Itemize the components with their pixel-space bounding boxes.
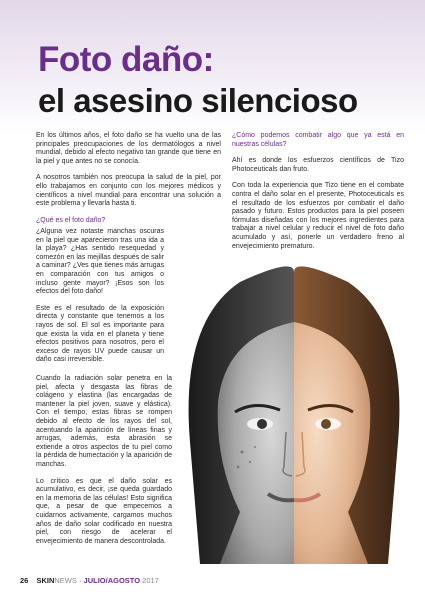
paragraph: En los últimos años, el foto daño se ha vuelto una de las principales preocupaciones de los dermatólogos a nivel mundial, debido al efecto negativo tan grande que tiene en la piel y que antes no se conocía. xyxy=(36,132,221,165)
paragraph: Este es el resultado de la exposición directa y constante que tenemos a los rayos de sol. El sol es importante para que exista la vida en el planeta y tiene efectos positivos para nosotros, pero el exceso de rayos UV puede causar un daño casi irreversible. xyxy=(36,304,164,364)
article-title-line-2: el asesino silencioso xyxy=(38,82,358,119)
issue-year: 2017 xyxy=(140,576,159,585)
article-title-line-1: Foto daño: xyxy=(38,40,214,79)
magazine-name-bold: SKIN xyxy=(36,576,55,585)
left-column-explanation xyxy=(36,375,172,554)
page-footer xyxy=(20,576,159,585)
page-number: 26 xyxy=(20,576,29,585)
section-heading: ¿Qué es el foto daño? xyxy=(36,216,106,224)
left-column-intro xyxy=(36,132,221,233)
paragraph: Lo crítico es que el daño solar es acumulativo, es decir, ¡se queda guardado en la memoria de las células! Esto significa que, a pesar de que empecemos a cuidarnos activamente, cargamos muchos años de daño solar codificado en nuestra piel, con riesgo de acelerar el envejecimiento de manera descontrolada. xyxy=(36,477,172,545)
footer-separator: · xyxy=(76,576,84,585)
paragraph: Ahí es donde los esfuerzos científicos de Tizo Photoceuticals dan fruto. xyxy=(232,157,404,173)
paragraph: A nosotros también nos preocupa la salud de la piel, por ello trabajamos en conjunto con los mejores médicos y científicos a nivel mundial para encontrar una solución a este problema y llevarla hasta ti. xyxy=(36,174,221,208)
right-column xyxy=(232,132,404,259)
issue-month: JULIO/AGOSTO xyxy=(83,576,141,585)
paragraph: Con toda la experiencia que Tizo tiene en el combate contra el daño solar en el presente, Photoceuticals es el resultado de los esfuerzos por combatir el daño pasado y futuro. Estos productos para la piel poseen fórmulas diseñadas con los mejores ingredientes para trabajar a nivel celular y reducir el nivel de foto daño acumulado y así, ponerle un verdadero freno al envejecimiento prematuro. xyxy=(232,182,404,250)
split-face-photo xyxy=(180,262,408,564)
paragraph: ¿Alguna vez notaste manchas oscuras en la piel que aparecieron tras una ida a la playa? ¿Has sentido resequedad y comezón en las mejillas después de salir a caminar? ¿Ves que tienes más arrugas en comparación con tus amigos o incluso gente mayor? ¡Esos son los efectos del foto daño! xyxy=(36,228,164,296)
paragraph: Cuando la radiación solar penetra en la piel, afecta y desgasta las fibras de colágeno y elastina (las encargadas de mantener la piel joven, suave y elástica). Con el tiempo, estas fibras se rompen debido al efecto de los rayos del sol, acentuando la aparición de líneas finas y arrugas, además, esta abrasión se extiende a otros aspectos de tu piel como la pérdida de humectación y la aparición de manchas. xyxy=(36,375,172,468)
left-column-questions xyxy=(36,228,164,373)
magazine-name-light: NEWS xyxy=(54,576,77,585)
section-heading: ¿Cómo podemos combatir algo que ya está en nuestras células? xyxy=(232,132,404,148)
